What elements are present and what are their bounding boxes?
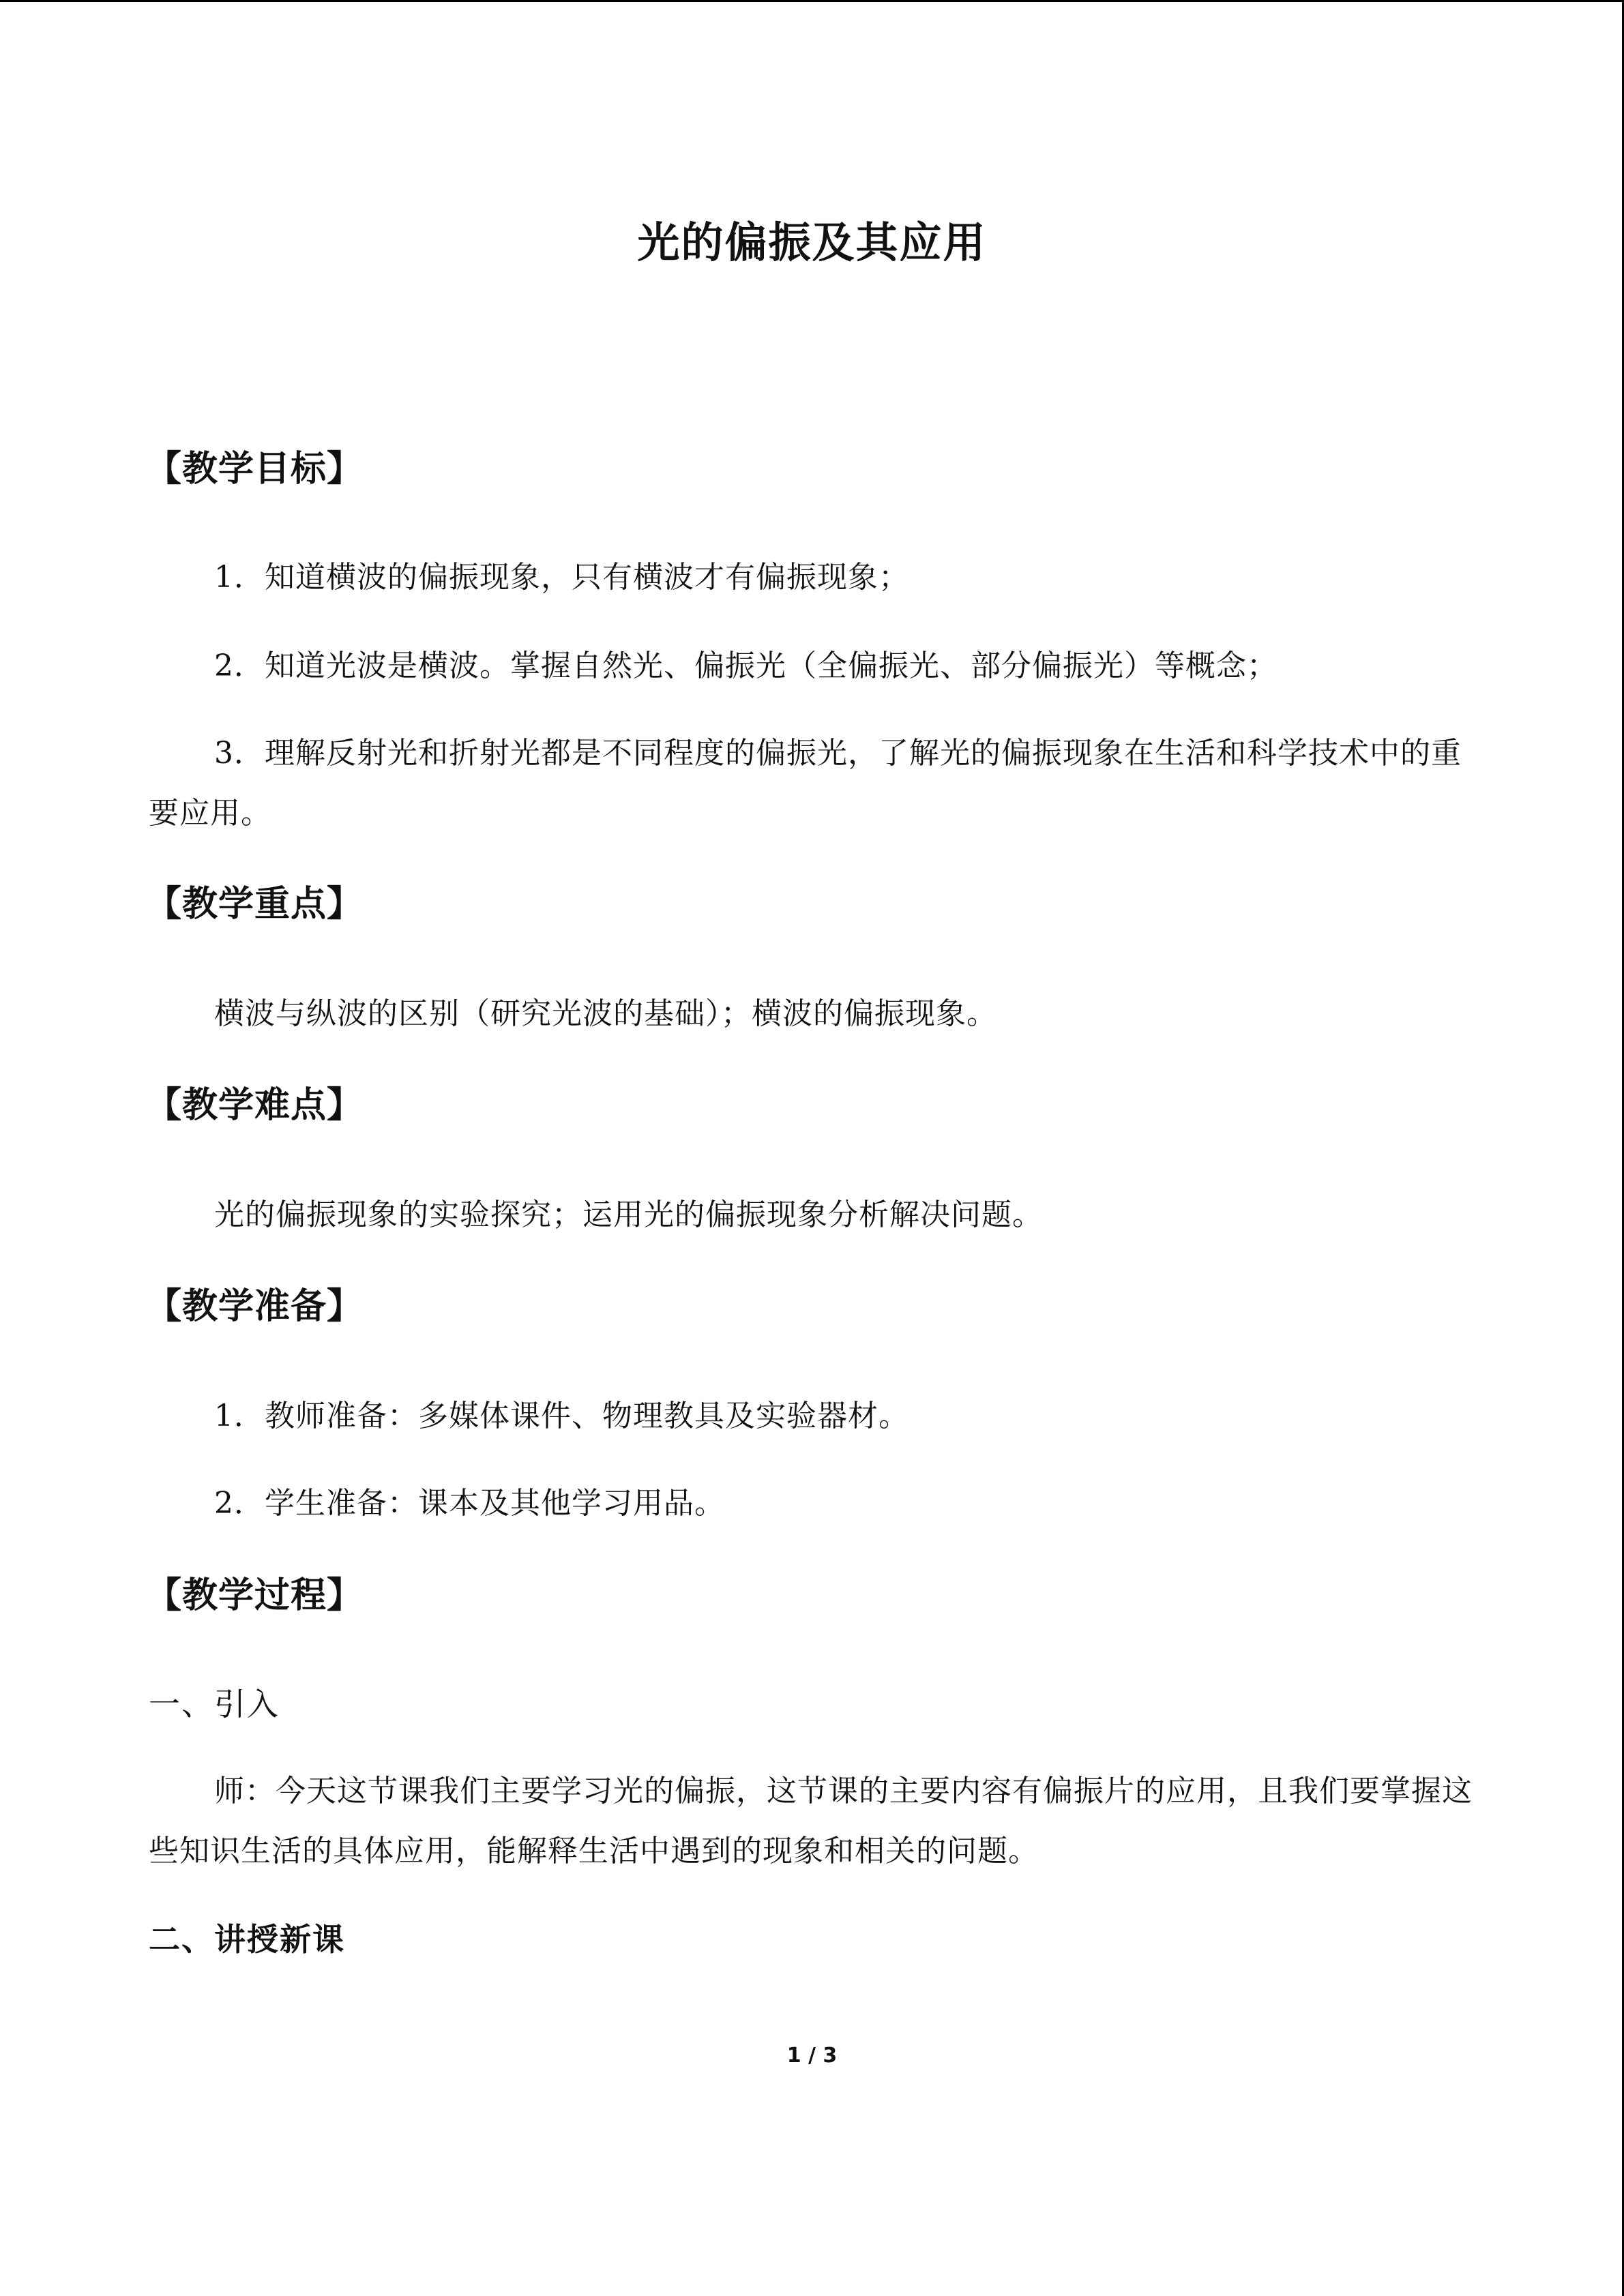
heading-key-points: 【教学重点】 (146, 884, 364, 925)
page-number: 1 / 3 (786, 2044, 838, 2068)
key-points-text: 横波与纵波的区别（研究光波的基础）；横波的偏振现象。 (214, 996, 997, 1031)
heading-difficulties: 【教学难点】 (146, 1085, 364, 1126)
heading-preparation: 【教学准备】 (146, 1286, 364, 1327)
preparation-item-1: 1．教师准备：多媒体课件、物理教具及实验器材。 (214, 1399, 909, 1433)
document-title: 光的偏振及其应用 (637, 218, 987, 267)
process-part1-heading: 一、引入 (149, 1686, 280, 1723)
difficulties-text: 光的偏振现象的实验探究；运用光的偏振现象分析解决问题。 (214, 1197, 1043, 1232)
process-part1-text: 师：今天这节课我们主要学习光的偏振，这节课的主要内容有偏振片的应用，且我们要掌握这些知识生活的具体应用，能解释生活中遇到的现象和相关的问题。 (149, 1774, 1473, 1868)
preparation-item-2: 2．学生准备：课本及其他学习用品。 (214, 1486, 725, 1521)
heading-process: 【教学过程】 (146, 1575, 364, 1616)
objective-item-1: 1．知道横波的偏振现象，只有横波才有偏振现象； (214, 560, 909, 595)
process-part2-heading: 二、讲授新课 (149, 1921, 345, 1958)
objective-item-3: 3．理解反射光和折射光都是不同程度的偏振光，了解光的偏振现象在生活和科学技术中的重要应用。 (149, 736, 1462, 831)
objective-item-2: 2．知道光波是横波。掌握自然光、偏振光（全偏振光、部分偏振光）等概念； (214, 648, 1278, 683)
heading-objectives: 【教学目标】 (146, 449, 364, 490)
